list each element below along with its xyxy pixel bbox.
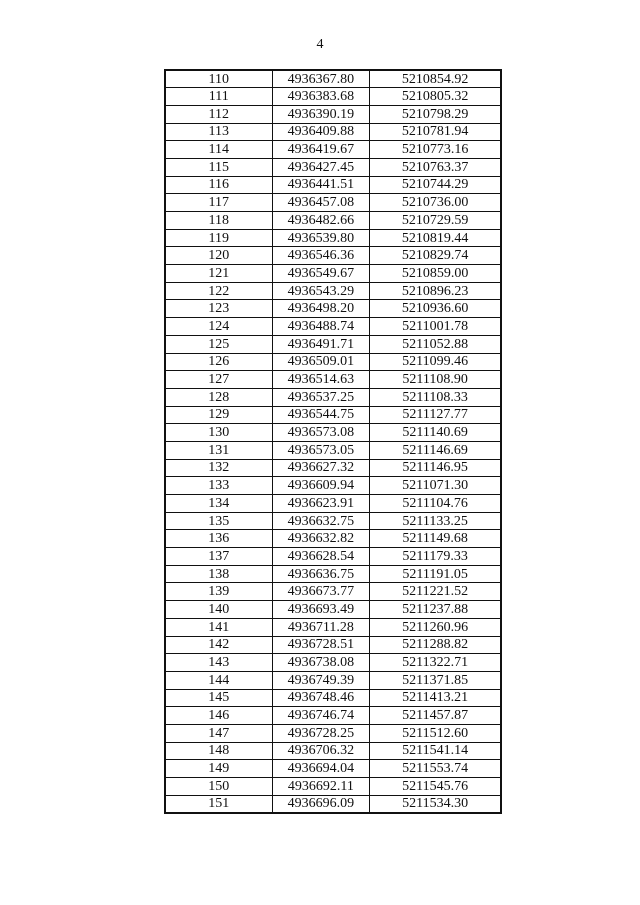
table-row xyxy=(165,459,501,477)
y-coordinate-cell: 5210805.32 xyxy=(370,88,501,106)
x-coordinate-cell: 4936409.88 xyxy=(272,123,370,141)
table-row xyxy=(165,123,501,141)
x-coordinate-cell: 4936544.75 xyxy=(272,406,370,424)
x-coordinate-cell: 4936546.36 xyxy=(272,247,370,265)
x-coordinate-cell: 4936692.11 xyxy=(272,778,370,796)
table-row xyxy=(165,654,501,672)
y-coordinate-cell: 5210736.00 xyxy=(370,194,501,212)
x-coordinate-cell: 4936441.51 xyxy=(272,176,370,194)
point-number-cell: 150 xyxy=(165,778,272,796)
table-row xyxy=(165,371,501,389)
point-number-cell: 142 xyxy=(165,636,272,654)
y-coordinate-cell: 5210729.59 xyxy=(370,212,501,230)
point-number-cell: 110 xyxy=(165,70,272,88)
table-row xyxy=(165,229,501,247)
point-number-cell: 134 xyxy=(165,495,272,513)
table-row xyxy=(165,795,501,813)
point-number-cell: 132 xyxy=(165,459,272,477)
x-coordinate-cell: 4936632.82 xyxy=(272,530,370,548)
point-number-cell: 128 xyxy=(165,388,272,406)
x-coordinate-cell: 4936746.74 xyxy=(272,707,370,725)
point-number-cell: 120 xyxy=(165,247,272,265)
table-row xyxy=(165,70,501,88)
point-number-cell: 126 xyxy=(165,353,272,371)
x-coordinate-cell: 4936706.32 xyxy=(272,742,370,760)
table-row xyxy=(165,265,501,283)
y-coordinate-cell: 5210781.94 xyxy=(370,123,501,141)
x-coordinate-cell: 4936573.05 xyxy=(272,441,370,459)
point-number-cell: 145 xyxy=(165,689,272,707)
x-coordinate-cell: 4936738.08 xyxy=(272,654,370,672)
table-row xyxy=(165,512,501,530)
y-coordinate-cell: 5211146.69 xyxy=(370,441,501,459)
point-number-cell: 118 xyxy=(165,212,272,230)
table-row xyxy=(165,742,501,760)
point-number-cell: 111 xyxy=(165,88,272,106)
x-coordinate-cell: 4936728.25 xyxy=(272,724,370,742)
point-number-cell: 135 xyxy=(165,512,272,530)
table-row xyxy=(165,689,501,707)
x-coordinate-cell: 4936627.32 xyxy=(272,459,370,477)
point-number-cell: 131 xyxy=(165,441,272,459)
table-row xyxy=(165,707,501,725)
y-coordinate-cell: 5211108.33 xyxy=(370,388,501,406)
x-coordinate-cell: 4936573.08 xyxy=(272,424,370,442)
point-number-cell: 130 xyxy=(165,424,272,442)
x-coordinate-cell: 4936539.80 xyxy=(272,229,370,247)
y-coordinate-cell: 5211108.90 xyxy=(370,371,501,389)
x-coordinate-cell: 4936383.68 xyxy=(272,88,370,106)
point-number-cell: 143 xyxy=(165,654,272,672)
x-coordinate-cell: 4936696.09 xyxy=(272,795,370,813)
y-coordinate-cell: 5211288.82 xyxy=(370,636,501,654)
x-coordinate-cell: 4936491.71 xyxy=(272,335,370,353)
y-coordinate-cell: 5211191.05 xyxy=(370,565,501,583)
table-row xyxy=(165,105,501,123)
table-row xyxy=(165,530,501,548)
x-coordinate-cell: 4936367.80 xyxy=(272,70,370,88)
table-row xyxy=(165,335,501,353)
table-row xyxy=(165,300,501,318)
table-row xyxy=(165,406,501,424)
table-row xyxy=(165,565,501,583)
y-coordinate-cell: 5211104.76 xyxy=(370,495,501,513)
y-coordinate-cell: 5211149.68 xyxy=(370,530,501,548)
point-number-cell: 125 xyxy=(165,335,272,353)
y-coordinate-cell: 5211221.52 xyxy=(370,583,501,601)
y-coordinate-cell: 5211237.88 xyxy=(370,601,501,619)
x-coordinate-cell: 4936749.39 xyxy=(272,671,370,689)
x-coordinate-cell: 4936390.19 xyxy=(272,105,370,123)
point-number-cell: 144 xyxy=(165,671,272,689)
point-number-cell: 147 xyxy=(165,724,272,742)
x-coordinate-cell: 4936628.54 xyxy=(272,548,370,566)
table-row xyxy=(165,158,501,176)
x-coordinate-cell: 4936537.25 xyxy=(272,388,370,406)
point-number-cell: 116 xyxy=(165,176,272,194)
y-coordinate-cell: 5211127.77 xyxy=(370,406,501,424)
y-coordinate-cell: 5211260.96 xyxy=(370,618,501,636)
y-coordinate-cell: 5211071.30 xyxy=(370,477,501,495)
point-number-cell: 138 xyxy=(165,565,272,583)
y-coordinate-cell: 5211179.33 xyxy=(370,548,501,566)
x-coordinate-cell: 4936748.46 xyxy=(272,689,370,707)
point-number-cell: 149 xyxy=(165,760,272,778)
x-coordinate-cell: 4936609.94 xyxy=(272,477,370,495)
table-row xyxy=(165,778,501,796)
y-coordinate-cell: 5211457.87 xyxy=(370,707,501,725)
table-row xyxy=(165,760,501,778)
point-number-cell: 133 xyxy=(165,477,272,495)
y-coordinate-cell: 5211099.46 xyxy=(370,353,501,371)
y-coordinate-cell: 5210798.29 xyxy=(370,105,501,123)
x-coordinate-cell: 4936673.77 xyxy=(272,583,370,601)
table-row xyxy=(165,724,501,742)
y-coordinate-cell: 5211553.74 xyxy=(370,760,501,778)
y-coordinate-cell: 5211512.60 xyxy=(370,724,501,742)
y-coordinate-cell: 5211146.95 xyxy=(370,459,501,477)
point-number-cell: 136 xyxy=(165,530,272,548)
x-coordinate-cell: 4936482.66 xyxy=(272,212,370,230)
table-row xyxy=(165,282,501,300)
point-number-cell: 139 xyxy=(165,583,272,601)
table-row xyxy=(165,247,501,265)
table-row xyxy=(165,548,501,566)
point-number-cell: 115 xyxy=(165,158,272,176)
x-coordinate-cell: 4936694.04 xyxy=(272,760,370,778)
y-coordinate-cell: 5210859.00 xyxy=(370,265,501,283)
y-coordinate-cell: 5210896.23 xyxy=(370,282,501,300)
point-number-cell: 146 xyxy=(165,707,272,725)
point-number-cell: 129 xyxy=(165,406,272,424)
point-number-cell: 121 xyxy=(165,265,272,283)
table-row xyxy=(165,495,501,513)
y-coordinate-cell: 5211541.14 xyxy=(370,742,501,760)
y-coordinate-cell: 5211322.71 xyxy=(370,654,501,672)
table-row xyxy=(165,141,501,159)
y-coordinate-cell: 5211534.30 xyxy=(370,795,501,813)
y-coordinate-cell: 5210744.29 xyxy=(370,176,501,194)
table-row xyxy=(165,601,501,619)
point-number-cell: 137 xyxy=(165,548,272,566)
page-number: 4 xyxy=(316,37,324,52)
table-row xyxy=(165,477,501,495)
y-coordinate-cell: 5211413.21 xyxy=(370,689,501,707)
y-coordinate-cell: 5211001.78 xyxy=(370,318,501,336)
point-number-cell: 141 xyxy=(165,618,272,636)
point-number-cell: 112 xyxy=(165,105,272,123)
x-coordinate-cell: 4936623.91 xyxy=(272,495,370,513)
table-row xyxy=(165,388,501,406)
y-coordinate-cell: 5210854.92 xyxy=(370,70,501,88)
y-coordinate-cell: 5210773.16 xyxy=(370,141,501,159)
table-row xyxy=(165,441,501,459)
x-coordinate-cell: 4936419.67 xyxy=(272,141,370,159)
y-coordinate-cell: 5211140.69 xyxy=(370,424,501,442)
point-number-cell: 113 xyxy=(165,123,272,141)
table-row xyxy=(165,671,501,689)
x-coordinate-cell: 4936693.49 xyxy=(272,601,370,619)
x-coordinate-cell: 4936543.29 xyxy=(272,282,370,300)
x-coordinate-cell: 4936728.51 xyxy=(272,636,370,654)
point-number-cell: 124 xyxy=(165,318,272,336)
x-coordinate-cell: 4936427.45 xyxy=(272,158,370,176)
y-coordinate-cell: 5211052.88 xyxy=(370,335,501,353)
x-coordinate-cell: 4936457.08 xyxy=(272,194,370,212)
y-coordinate-cell: 5210829.74 xyxy=(370,247,501,265)
coordinates-table xyxy=(164,69,502,814)
point-number-cell: 119 xyxy=(165,229,272,247)
point-number-cell: 114 xyxy=(165,141,272,159)
table-row xyxy=(165,318,501,336)
table-row xyxy=(165,353,501,371)
point-number-cell: 123 xyxy=(165,300,272,318)
x-coordinate-cell: 4936711.28 xyxy=(272,618,370,636)
x-coordinate-cell: 4936514.63 xyxy=(272,371,370,389)
x-coordinate-cell: 4936632.75 xyxy=(272,512,370,530)
table-row xyxy=(165,194,501,212)
coordinates-table-body xyxy=(165,70,501,813)
y-coordinate-cell: 5210936.60 xyxy=(370,300,501,318)
table-row xyxy=(165,583,501,601)
y-coordinate-cell: 5210819.44 xyxy=(370,229,501,247)
point-number-cell: 117 xyxy=(165,194,272,212)
y-coordinate-cell: 5211371.85 xyxy=(370,671,501,689)
y-coordinate-cell: 5211133.25 xyxy=(370,512,501,530)
table-row xyxy=(165,618,501,636)
point-number-cell: 127 xyxy=(165,371,272,389)
table-row xyxy=(165,212,501,230)
point-number-cell: 148 xyxy=(165,742,272,760)
table-row xyxy=(165,176,501,194)
point-number-cell: 122 xyxy=(165,282,272,300)
y-coordinate-cell: 5210763.37 xyxy=(370,158,501,176)
x-coordinate-cell: 4936509.01 xyxy=(272,353,370,371)
x-coordinate-cell: 4936636.75 xyxy=(272,565,370,583)
table-row xyxy=(165,636,501,654)
y-coordinate-cell: 5211545.76 xyxy=(370,778,501,796)
table-row xyxy=(165,424,501,442)
point-number-cell: 140 xyxy=(165,601,272,619)
x-coordinate-cell: 4936498.20 xyxy=(272,300,370,318)
x-coordinate-cell: 4936488.74 xyxy=(272,318,370,336)
table-row xyxy=(165,88,501,106)
point-number-cell: 151 xyxy=(165,795,272,813)
x-coordinate-cell: 4936549.67 xyxy=(272,265,370,283)
